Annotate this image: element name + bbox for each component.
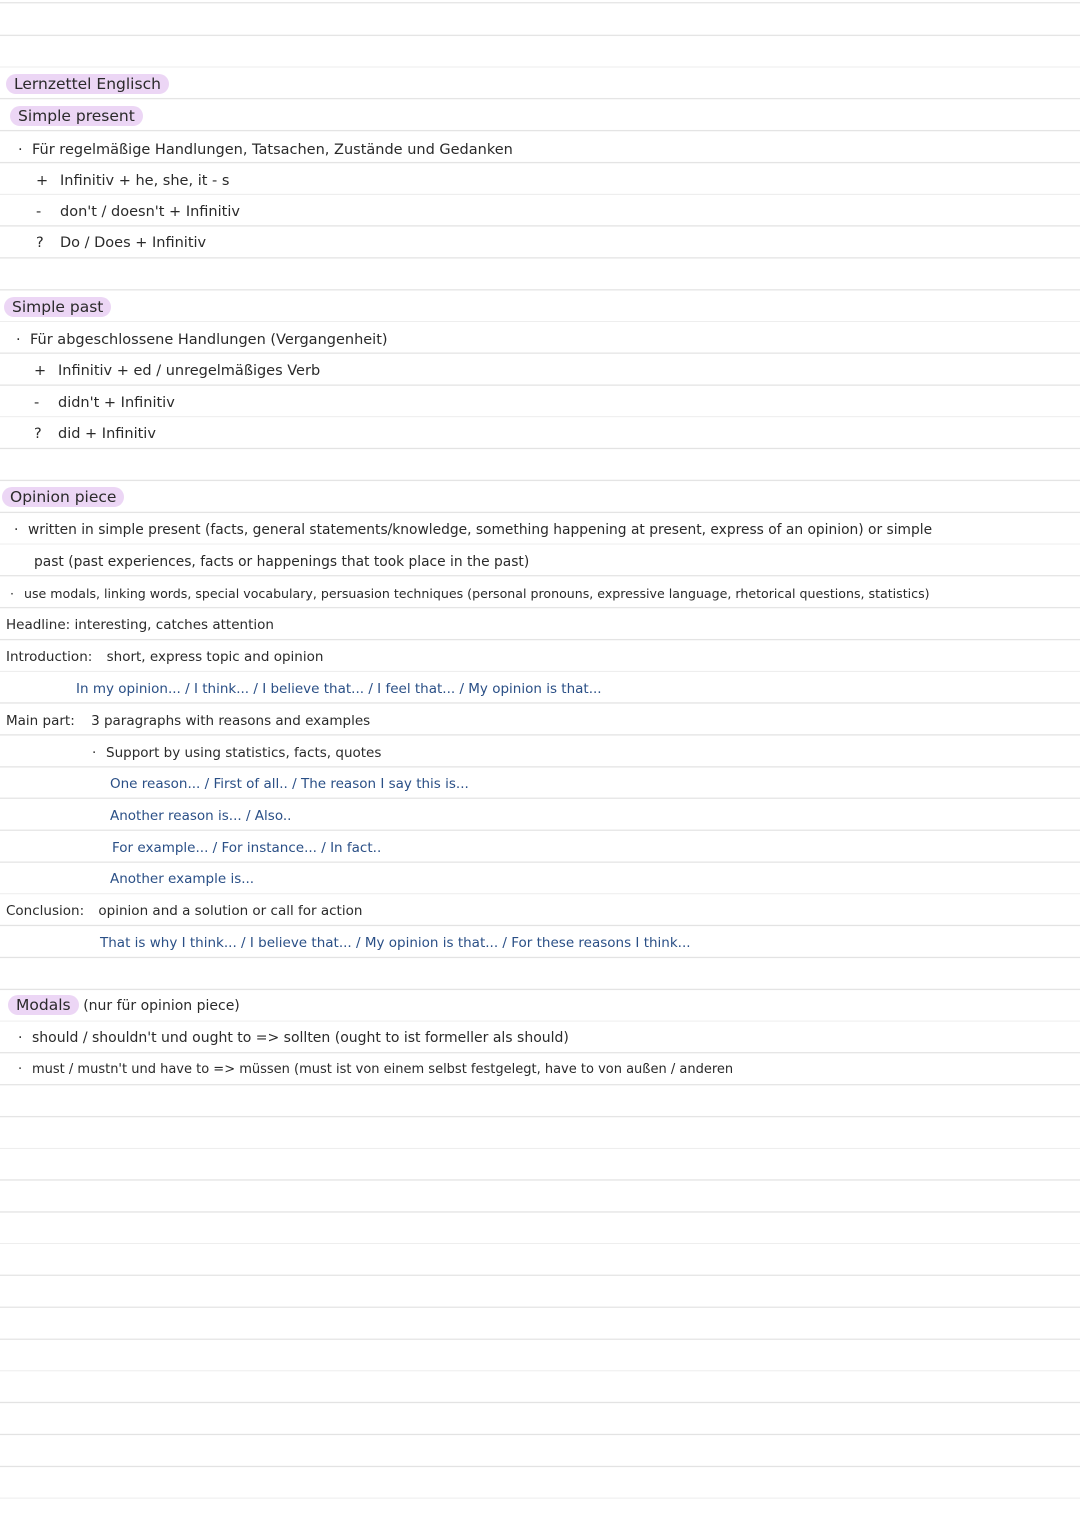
modals-line: · should / shouldn't und ought to => sollten (ought to ist formeller als should) (18, 1030, 569, 1046)
bullet-dot-icon: · (18, 1030, 23, 1046)
simple-past-row: ? did + Infinitiv (34, 426, 156, 442)
main-part-phrase: One reason... / First of all.. / The reason I say this is... (110, 776, 469, 792)
simple-past-row: - didn't + Infinitiv (34, 395, 175, 411)
simple-past-heading: Simple past (4, 297, 111, 318)
main-part-phrase: Another example is... (110, 871, 255, 887)
simple-past-desc: · Für abgeschlossene Handlungen (Vergangenheit) (16, 332, 388, 348)
introduction-text: short, express topic and opinion (106, 649, 324, 665)
introduction-label: Introduction: (6, 649, 93, 665)
bullet-dot-icon: · (92, 745, 97, 761)
simple-present-row: + Infinitiv + he, she, it - s (36, 173, 230, 189)
opinion-use-line: · use modals, linking words, special vocabulary, persuasion techniques (personal pronouns, expressive language, rhetorical questions, statistics) (10, 584, 930, 604)
modals-note: (nur für opinion piece) (83, 998, 240, 1014)
simple-present-row: ? Do / Does + Infinitiv (36, 235, 207, 251)
bullet-dot-icon: · (16, 332, 21, 348)
conclusion-text: opinion and a solution or call for action (98, 903, 363, 919)
simple-present-heading: Simple present (10, 106, 143, 127)
introduction-row (6, 647, 323, 667)
headline-row (6, 615, 274, 635)
main-part-support: · Support by using statistics, facts, quotes (92, 745, 382, 761)
introduction-phrases: In my opinion... / I think... / I believe that... / I feel that... / My opinion is that... (76, 681, 602, 697)
main-part-row (6, 711, 370, 731)
main-part-text-1: 3 paragraphs with reasons and examples (91, 713, 371, 729)
headline-text: interesting, catches attention (74, 617, 274, 633)
conclusion-label: Conclusion: (6, 903, 85, 919)
headline-label: Headline: (6, 617, 71, 633)
bullet-dot-icon: · (14, 522, 19, 538)
main-part-label: Main part: (6, 713, 75, 729)
bullet-dot-icon: · (10, 586, 15, 601)
bullet-dot-icon: · (18, 1062, 23, 1077)
simple-present-row: - don't / doesn't + Infinitiv (36, 204, 240, 220)
simple-present-desc: · Für regelmäßige Handlungen, Tatsachen, Zustände und Gedanken (18, 142, 513, 158)
opinion-written-line-2: past (past experiences, facts or happenings that took place in the past) (34, 554, 530, 570)
conclusion-phrases: That is why I think... / I believe that... / My opinion is that... / For these reasons I think... (100, 935, 691, 951)
modals-heading: Modals (nur für opinion piece) (8, 995, 240, 1016)
page-title (6, 74, 169, 95)
opinion-piece-heading: Opinion piece (2, 487, 124, 508)
opinion-written-line-1: · written in simple present (facts, general statements/knowledge, something happening at present, express of an opinion) or simple (14, 522, 933, 538)
conclusion-row (6, 901, 362, 921)
main-part-phrase: For example... / For instance... / In fact.. (112, 840, 382, 856)
title-highlight: Lernzettel Englisch (6, 74, 169, 94)
main-part-phrase: Another reason is... / Also.. (110, 808, 292, 824)
modals-line: · must / mustn't und have to => müssen (must ist von einem selbst festgelegt, have to von außen / anderen (18, 1060, 733, 1080)
bullet-dot-icon: · (18, 142, 23, 158)
simple-past-row: + Infinitiv + ed / unregelmäßiges Verb (34, 363, 321, 379)
